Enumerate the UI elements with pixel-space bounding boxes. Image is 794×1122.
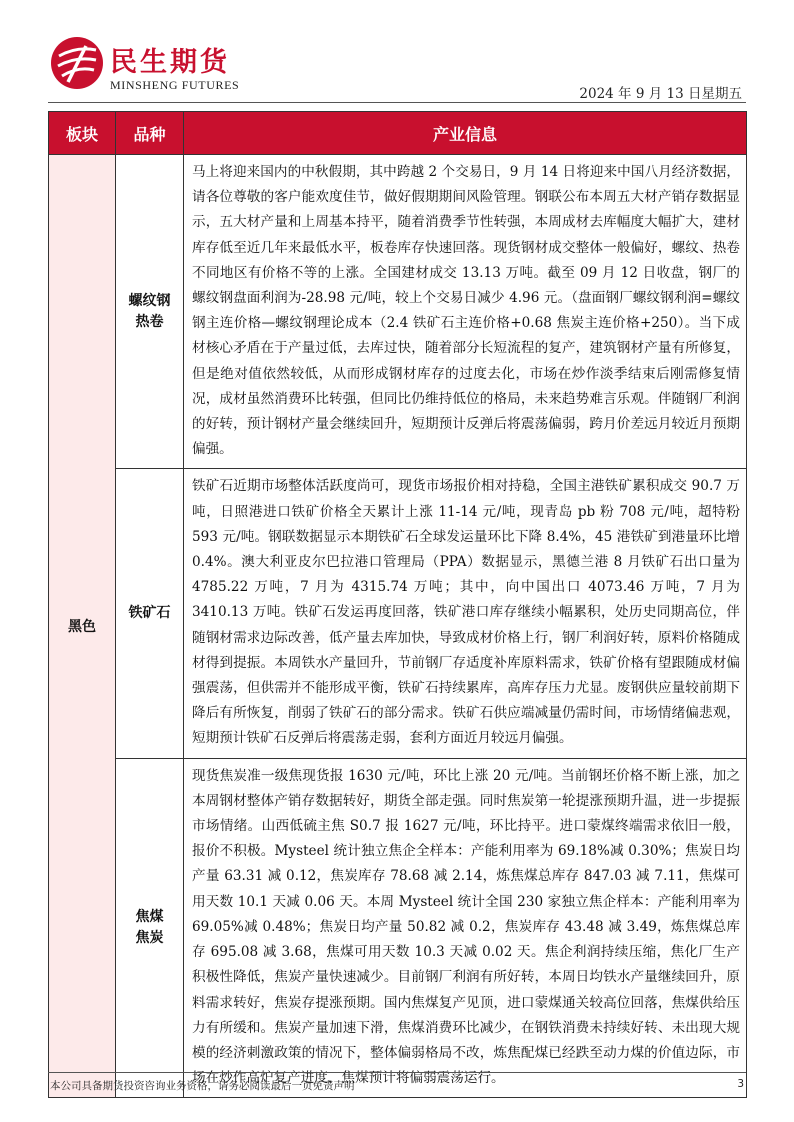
industry-info-text: 铁矿石近期市场整体活跃度尚可，现货市场报价相对持稳，全国主港铁矿累积成交 90.7 万吨，日照港进口铁矿价格全天累计上涨 11-14 元/吨，现青岛 pb 粉 708 元/吨，超特粉 593 元/吨。钢联数据显示本期铁矿石全球发运量环比下降 8.4%，45 港铁矿到港量环比增 0.4%。澳大利亚皮尔巴拉港口管理局（PPA）数据显示，黑德兰港 8 月铁矿石出口量为 4785.22 万吨，7 月为 4315.74 万吨；其中，向中国出口 4073.46 万吨，7 月为 3410.13 万吨。铁矿石发运再度回落，铁矿港口库存继续小幅累积，处历史同期高位，伴随钢材需求边际改善，低产量去库加快，导致成材价格上行，钢厂利润好转，原料价格随成材得到提振。本周铁水产量回升，节前钢厂存适度补库原料需求，铁矿价格有望跟随成材偏强震荡，但供需并不能形成平衡，铁矿石持续累库，高库存压力尤显。废钢供应量较前期下降后有所恢复，削弱了铁矿石的部分需求。铁矿石供应端减量仍需时间，市场情绪偏悲观，短期预计铁矿石反弹后将震荡走弱，套利方面近月较远月偏强。 — [192, 478, 740, 747]
page-header — [48, 36, 746, 102]
industry-info-text: 现货焦炭准一级焦现货报 1630 元/吨，环比上涨 20 元/吨。当前钢坯价格不断上涨，加之本周钢材整体产销存数据转好，期货全部走强。同时焦炭第一轮提涨预期升温，进一步提振市场情绪。山西低硫主焦 S0.7 报 1627 元/吨，环比持平。进口蒙煤终端需求依旧一般，报价不积极。Mysteel 统计独立焦企全样本：产能利用率为 69.18%减 0.30%；焦炭日均产量 63.31 减 0.12，焦炭库存 78.68 减 2.14，炼焦煤总库存 847.03 减 7.11，焦煤可用天数 10.1 天减 0.06 天。本周 Mysteel 统计全国 230 家独立焦企样本：产能利用率为 69.05%减 0.48%；焦炭日均产量 50.82 减 0.2，焦炭库存 43.48 减 3.49，炼焦煤总库存 695.08 减 3.68，焦煤可用天数 10.3 天减 0.02 天。焦企利润持续压缩，焦化厂生产积极性降低，焦炭产量快速减少。目前钢厂利润有所好转，本周日均铁水产量继续回升，原料需求转好，焦炭存提涨预期。国内焦煤复产见顶，进口蒙煤通关较高位回落，焦煤供给压力有所缓和。焦炭产量加速下滑，焦煤消费环比减少，在钢铁消费未持续好转、未出现大规模的经济刺激政策的情况下，整体偏弱格局不改，炼焦配煤已经跌至动力煤的价值边际，市场在炒作高炉复产进度，焦煤预计将偏弱震荡运行。 — [192, 767, 740, 1087]
industry-info-cell — [184, 155, 747, 469]
industry-info-text: 马上将迎来国内的中秋假期，其中跨越 2 个交易日，9 月 14 日将迎来中国八月经济数据，请各位尊敬的客户能欢度佳节，做好假期期间风险管理。钢联公布本周五大材产销存数据显示，五大材产量和上周基本持平，随着消费季节性转强，本周成材去库幅度大幅扩大，建材库存低至近几年来最低水平，板卷库存快速回落。现货钢材成交整体一般偏好，螺纹、热卷不同地区有价格不等的上涨。全国建材成交 13.13 万吨。截至 09 月 12 日收盘，钢厂的螺纹钢盘面利润为-28.98 元/吨，较上个交易日减少 4.96 元。（盘面钢厂螺纹钢利润=螺纹钢主连价格—螺纹钢理论成本（2.4 铁矿石主连价格+0.68 焦炭主连价格+250）。当下成材核心矛盾在于产量过低，去库过快，随着部分长短流程的复产，建筑钢材产量有所修复，但是绝对值依然较低，从而形成钢材库存的过度去化，市场在炒作淡季结束后刚需修复情况，成材虽然消费环比转强，但同比仍维持低位的格局，未来趋势难言乐观。伴随钢厂利润的好转，预计钢材产量会继续回升，短期预计反弹后将震荡偏弱，跨月价差远月较近月预期偏强。 — [192, 164, 740, 458]
report-date: 2024 年 9 月 13 日星期五 — [579, 86, 742, 102]
industry-info-cell — [184, 469, 747, 758]
variety-cell — [116, 155, 184, 469]
variety-cell — [116, 469, 184, 758]
variety-label: 焦炭 — [135, 929, 164, 946]
minsheng-logo-icon — [50, 36, 104, 90]
footer-divider — [48, 1072, 746, 1073]
variety-label: 铁矿石 — [128, 605, 171, 622]
page-number: 3 — [737, 1078, 744, 1090]
table-row — [49, 758, 747, 1098]
sector-cell: 黑色 — [49, 155, 116, 1098]
brand-name-cn: 民生期货 — [110, 47, 230, 78]
variety-label: 热卷 — [135, 313, 164, 330]
column-header-industry-info: 产业信息 — [184, 112, 747, 155]
footer-disclaimer: 本公司具备期货投资咨询业务资格，请务必阅读最后一页免责声明 — [50, 1080, 355, 1092]
table-header-row — [49, 112, 747, 155]
table-row — [49, 469, 747, 758]
column-header-variety: 品种 — [116, 112, 184, 155]
table-row — [49, 155, 747, 469]
industry-info-table — [48, 111, 747, 1098]
column-header-sector: 板块 — [49, 112, 116, 155]
variety-label: 焦煤 — [135, 908, 164, 925]
brand-name-en: MINSHENG FUTURES — [110, 78, 240, 92]
variety-cell — [116, 758, 184, 1098]
industry-info-cell — [184, 758, 747, 1098]
variety-label: 螺纹钢 — [128, 292, 171, 309]
header-divider — [48, 102, 746, 103]
